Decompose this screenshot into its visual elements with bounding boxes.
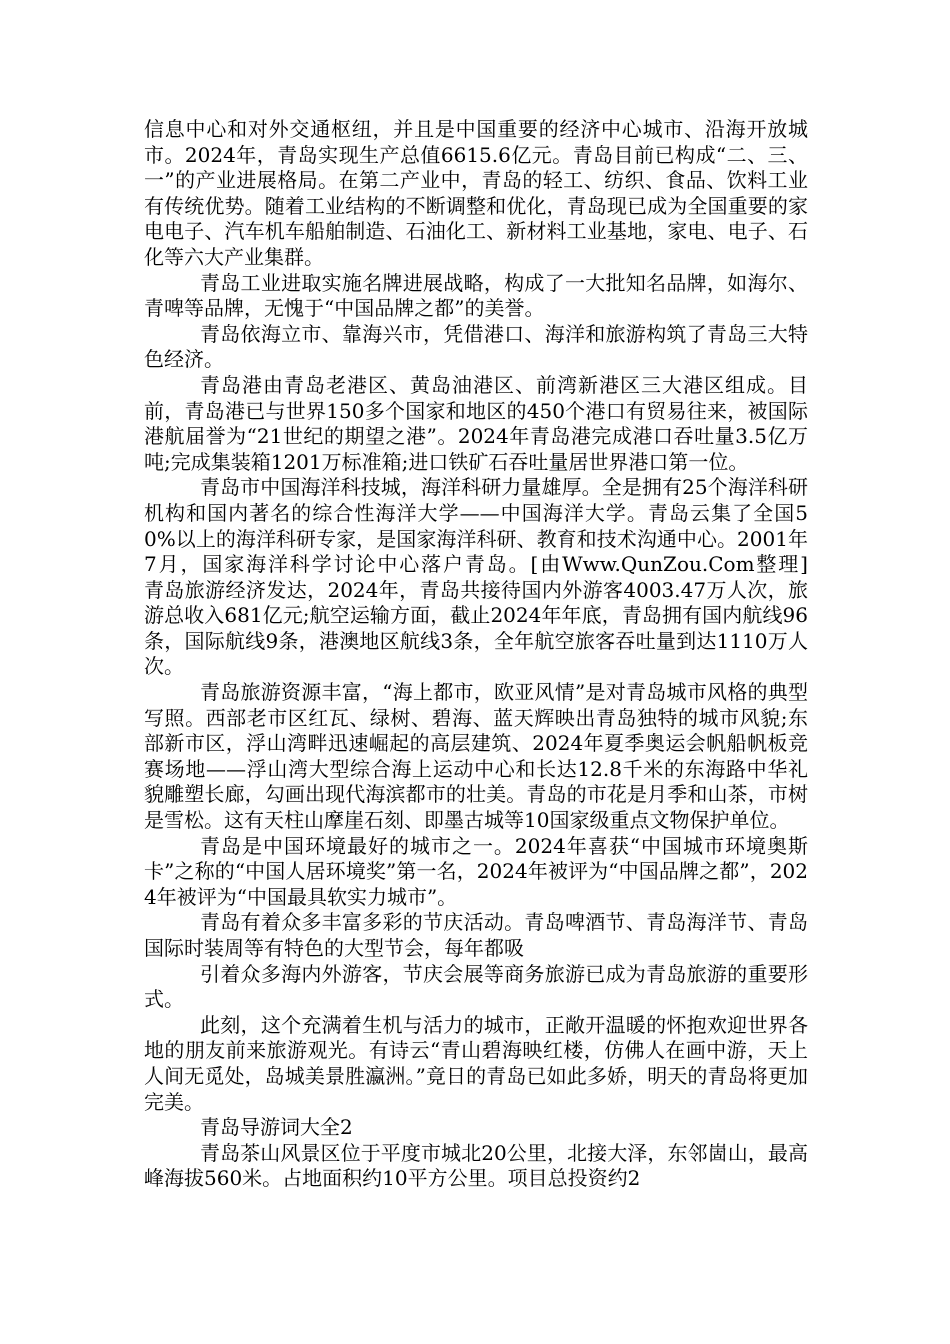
paragraph-welcome: 此刻，这个充满着生机与活力的城市，正敞开温暖的怀抱欢迎世界各地的朋友前来旅游观光。有诗云“青山碧海映红楼，仿佛人在画中游，天上人间无觅处，岛城美景胜瀛洲。”竟日的青岛已如此多娇，明天的青岛将更加完美。 [144, 1012, 808, 1114]
paragraph-tea-mountain: 青岛茶山风景区位于平度市城北20公里，北接大泽，东邻崮山，最高峰海拔560米。占地面积约10平方公里。项目总投资约2 [144, 1140, 808, 1191]
paragraph-festivals: 青岛有着众多丰富多彩的节庆活动。青岛啤酒节、青岛海洋节、青岛国际时装周等有特色的大型节会，每年都吸 [144, 910, 808, 960]
paragraph-tourism-resources: 青岛旅游资源丰富，“海上都市，欧亚风情”是对青岛城市风格的典型写照。西部老市区红瓦、绿树、碧海、蓝天辉映出青岛独特的城市风貌;东部新市区，浮山湾畔迅速崛起的高层建筑、2024年夏季奥运会帆船帆板竞赛场地——浮山湾大型综合海上运动中心和长达12.8千米的东海路中华礼貌雕塑长廊，勾画出现代海滨都市的壮美。青岛的市花是月季和山茶，市树是雪松。这有天柱山摩崖石刻、即墨古城等10国家级重点文物保护单位。 [144, 680, 808, 833]
paragraph-science-tourism: 青岛市中国海洋科技城，海洋科研力量雄厚。全是拥有25个海洋科研机构和国内著名的综合性海洋大学——中国海洋大学。青岛云集了全国50%以上的海洋科研专家，是国家海洋科研、教育和技术沟通中心。2001年7月，国家海洋科学讨论中心落户青岛。[由Www.QunZou.Com整理] 青岛旅游经济发达，2024年，青岛共接待国内外游客4003.47万人次，旅游总收入681亿元;航空运输方面，截止2024年年底，青岛拥有国内航线96条，国际航线9条，港澳地区航线3条，全年航空旅客吞吐量到达1110万人次。 [144, 475, 848, 679]
section-heading: 青岛导游词大全2 [200, 1115, 353, 1140]
document-body [144, 117, 848, 1192]
paragraph-brands: 青岛工业进取实施名牌进展战略，构成了一大批知名品牌，如海尔、青啤等品牌，无愧于“中国品牌之都”的美誉。 [144, 270, 808, 321]
paragraph-economy: 信息中心和对外交通枢纽，并且是中国重要的经济中心城市、沿海开放城市。2024年，青岛实现生产总值6615.6亿元。青岛目前已构成“二、三、一”的产业进展格局。在第二产业中，青岛的轻工、纺织、食品、饮料工业有传统优势。随着工业结构的不断调整和优化，青岛现已成为全国重要的家电电子、汽车机车船舶制造、石油化工、新材料工业基地，家电、电子、石化等六大产业集群。 [144, 117, 808, 269]
paragraph-port: 青岛港由青岛老港区、黄岛油港区、前湾新港区三大港区组成。目前，青岛港已与世界150多个国家和地区的450个港口有贸易往来，被国际港航届誉为“21世纪的期望之港”。2024年青岛港完成港口吞吐量3.5亿万吨;完成集装箱1201万标准箱;进口铁矿石吞吐量居世界港口第一位。 [144, 372, 808, 474]
paragraph-festivals-continued: 引着众多海内外游客，节庆会展等商务旅游已成为青岛旅游的重要形式。 [144, 961, 808, 1012]
paragraph-environment: 青岛是中国环境最好的城市之一。2024年喜获“中国城市环境奥斯卡”之称的“中国人居环境奖”第一名，2024年被评为“中国品牌之都”，2024年被评为“中国最具软实力城市”。 [144, 833, 808, 909]
paragraph-marine-economy: 青岛依海立市、靠海兴市，凭借港口、海洋和旅游构筑了青岛三大特色经济。 [144, 321, 808, 372]
